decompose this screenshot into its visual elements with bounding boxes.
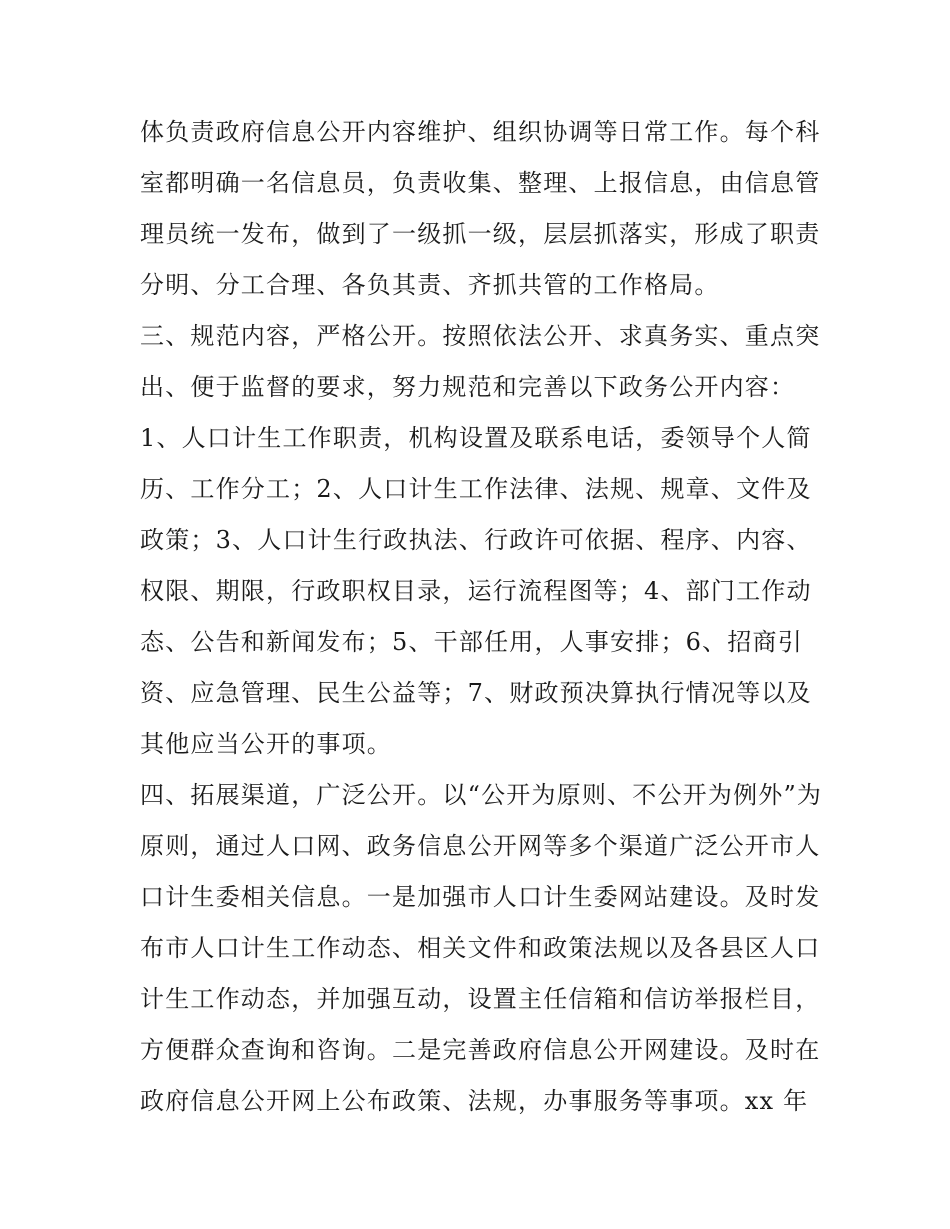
text-line-11: 态、公告和新闻发布；5、干部任用，人事安排；6、招商引 (140, 628, 803, 656)
text-line-2: 室都明确一名信息员，负责收集、整理、上报信息，由信息管 (140, 169, 821, 197)
section-heading-4: 四、拓展渠道，广泛公开。以“公开为原则、不公开为例外”为 (140, 781, 823, 809)
text-line-17: 布市人口计生工作动态、相关文件和政策法规以及各县区人口 (140, 934, 821, 962)
document-body (140, 107, 823, 1127)
text-line-13: 其他应当公开的事项。 (140, 730, 392, 758)
text-line-9: 政策；3、人口计生行政执法、行政许可依据、程序、内容、 (140, 526, 812, 554)
section-heading-3: 三、规范内容，严格公开。按照依法公开、求真务实、重点突 (140, 322, 821, 350)
text-line-19: 方便群众查询和咨询。二是完善政府信息公开网建设。及时在 (140, 1036, 821, 1064)
text-line-20: 政府信息公开网上公布政策、法规，办事服务等事项。xx 年 (140, 1087, 809, 1115)
text-line-12: 资、应急管理、民生公益等；7、财政预决算执行情况等以及 (140, 679, 812, 707)
list-item-1: 1、人口计生工作职责，机构设置及联系电话，委领导个人简 (140, 424, 812, 452)
text-line-6: 出、便于监督的要求，努力规范和完善以下政务公开内容： (140, 373, 796, 401)
text-line-4: 分明、分工合理、各负其责、齐抓共管的工作格局。 (140, 271, 720, 299)
text-line-15: 原则，通过人口网、政务信息公开网等多个渠道广泛公开市人 (140, 832, 821, 860)
text-line-3: 理员统一发布，做到了一级抓一级，层层抓落实，形成了职责 (140, 220, 821, 248)
text-line-10: 权限、期限，行政职权目录，运行流程图等；4、部门工作动 (140, 577, 812, 605)
text-line-8: 历、工作分工；2、人口计生工作法律、法规、规章、文件及 (140, 475, 812, 503)
text-line-1: 体负责政府信息公开内容维护、组织协调等日常工作。每个科 (140, 118, 821, 146)
text-line-16: 口计生委相关信息。一是加强市人口计生委网站建设。及时发 (140, 883, 821, 911)
text-line-18: 计生工作动态，并加强互动，设置主任信箱和信访举报栏目， (140, 985, 821, 1013)
